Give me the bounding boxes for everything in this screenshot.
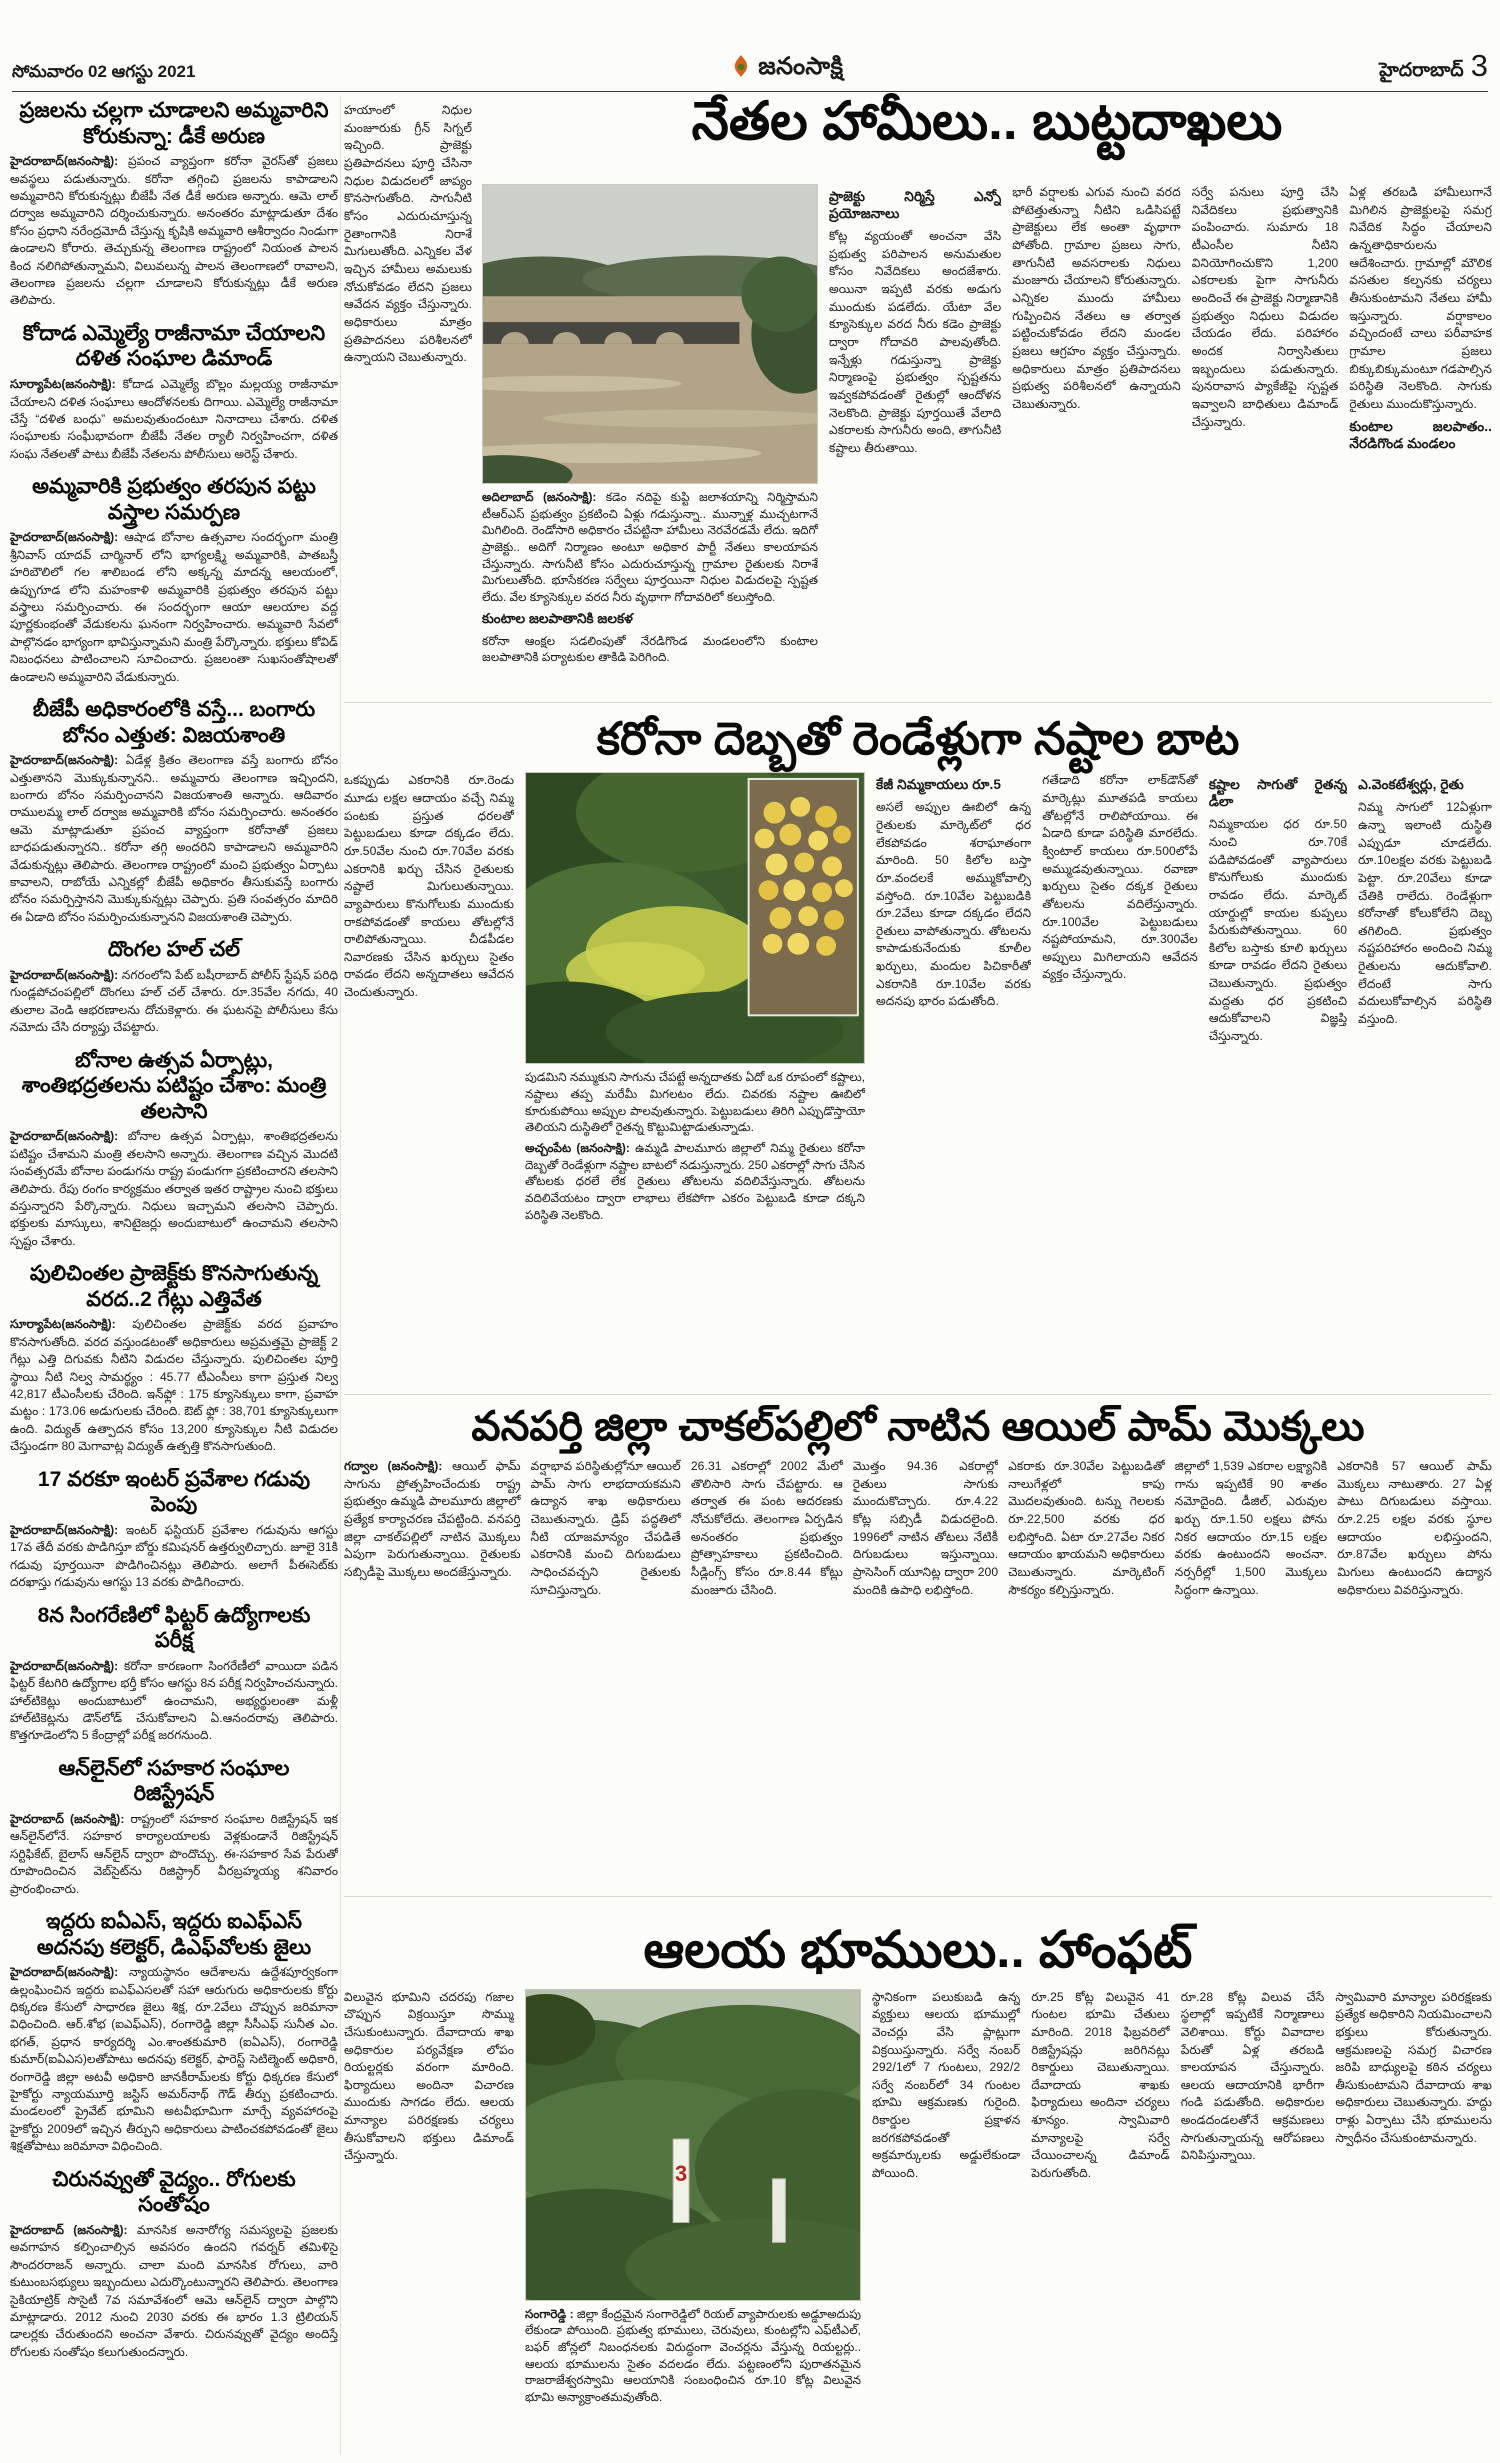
article-body — [10, 1522, 338, 1592]
column-text: నిమ్మ సాగులో 12ఏళ్లుగా ఉన్నా ఇలాంటి దుస్థితి ఎప్పుడూ చూడలేదు. రూ.10లక్షల వరకు పెట్టుబడి పెట్టా. రూ.20వేలు కూడా చేతికి రాలేదు. రెండేళ్లుగా కరోనాతో కోలుకోలేని దెబ్బ తగిలింది. ప్రభుత్వం నష్టపరిహారం అందించి నిమ్మ రైతులను ఆదుకోవాలి. లేదంటే సాగు వదులుకోవాల్సిన పరిస్థితి వస్తుంది. — [1358, 800, 1492, 1027]
lemon-photo-caption: పుడమిని నమ్ముకుని సాగును చేపట్టే అన్నదాతకు ఏదో ఒక రూపంలో కష్టాలు, నష్టాలు తప్ప మరేమీ మిగలటం లేదు. చివరకు నష్టాల ఊబిలో కూరుకుపోయి అప్పుల పాలవుతున్నారు. పెట్టుబడులు తిరిగి ఎప్పుడొస్తాయో తెలియని దుస్థితిలో రైతన్న కొట్టుమిట్టాడుతున్నాడు. — [525, 1070, 865, 1135]
article-online-registration — [10, 1754, 338, 1898]
corona-mid-text — [525, 1140, 865, 1223]
dateline: హైదరాబాద్(జనంసాక్షి): — [10, 1965, 119, 1980]
dateline: అచ్చంపేట (జనంసాక్షి): — [525, 1140, 630, 1155]
column-text: కోట్ల వ్యయంతో అంచనా వేసి ప్రభుత్వ పరిపాలన అనుమతుల కోసం నివేదికలు అందజేశారు. అయినా ఇప్పటి వరకు అడుగు ముందుకు పడలేదు. యేటా వేల క్యూసెక్కుల వరద నీరు కడెం ప్రాజెక్టు ద్వారా గోదావరి పాలవుతోంది. ఇన్నేళ్లు గడుస్తున్నా ప్రాజెక్టు నిర్మాణంపై ప్రభుత్వం స్పష్టతను ఇవ్వకపోవడంతో రైతుల్లో ఆందోళన నెలకొంది. ప్రాజెక్టు పూర్తయితే వేలాది ఎకరాలకు సాగునీరు అంది, తాగునీటి కష్టాలు తీరుతాయి. — [829, 228, 1002, 455]
temple-column-c: రూ.28 కోట్ల విలువ చేసే స్థలాల్లో ఇప్పటికే నిర్మాణాలు వెలిశాయి. కోర్టు వివాదాల పేరుతో ఏళ్ల తరబడి కాలయాపన చేస్తున్నారు. ఆలయ ఆదాయానికి భారీగా గండి పడుతోంది. అధికారుల అండదండలతోనే ఆక్రమణలు సాగుతున్నాయన్న ఆరోపణలు వినిపిస్తున్నాయి. — [1180, 1989, 1325, 2163]
flood-bridge-photo — [482, 184, 818, 484]
main-intro-column: హయాంలో నిధుల మంజూరుకు గ్రీన్ సిగ్నల్ ఇచ్చింది. ప్రాజెక్టు ప్రతిపాదనలు పూర్తి చేసినా నిధుల విడుదలలో జాప్యం కొనసాగుతోంది. సాగునీటి కోసం ఎదురుచూస్తున్న రైతాంగానికి నిరాశే మిగులుతోంది. ఎన్నికల వేళ ఇచ్చిన హామీలు అమలుకు నోచుకోవడం లేదని ప్రజలు ఆవేదన వ్యక్తం చేస్తున్నారు. అధికారులు మాత్రం ప్రతిపాదనలు పరిశీలనలో ఉన్నాయని చెబుతున్నారు. — [344, 103, 472, 365]
temple-land-photo — [525, 1989, 861, 2301]
article-body — [10, 1658, 338, 1745]
caption-tail: కరోనా ఆంక్షల సడలింపుతో నేరడిగొండ మండలంలోని కుంటాల జలపాతానికి పర్యాటకుల తాకిడి పెరిగింది. — [482, 633, 818, 665]
corona-body-row — [344, 772, 1492, 1372]
page-header — [12, 46, 1488, 92]
body-text: బోనాల ఉత్సవ ఏర్పాట్లు, శాంతిభద్రతలను పటిష్టం చేశామని మంత్రి తలసాని అన్నారు. తెలంగాణ వచ్చిన మొదటి సంవత్సరమే బోనాల పండుగను రాష్ట్ర పండుగగా ప్రకటించారని తలసాని తెలిపారు. రేపు రంగం కార్యక్రమం తర్వాత ఇతర రాష్ట్రాల నుంచి భక్తులు వస్తున్నారని పేర్కొన్నారు. నిధులు ఇచ్చామని తలసాని చెప్పారు. భక్తులకు మాస్కులు, శానిటైజర్లు అందుబాటులో ఉంచామని తలసాని స్పష్టం చేశారు. — [10, 1129, 338, 1248]
corona-subhead-price: కేజీ నిమ్మకాయలు రూ.5 — [876, 777, 1001, 793]
masthead-title: జనంసాక్షి — [758, 53, 844, 80]
article-body — [10, 376, 338, 463]
caption-dateline: సంగారెడ్డి : — [525, 2306, 574, 2321]
svg-text:3: 3 — [674, 2160, 688, 2186]
section-main-story — [344, 92, 1492, 702]
article-headline: ఆన్‌లైన్‌లో సహకార సంఘాల రిజిస్ట్రేషన్ — [58, 1756, 290, 1806]
dateline: సూర్యాపేట(జనంసాక్షి): — [10, 377, 116, 392]
temple-column-d: స్వామివారి మాన్యాల పరిరక్షణకు ప్రత్యేక అధికారిని నియమించాలని భక్తులు కోరుతున్నారు. ఆక్రమణలపై సమగ్ర విచారణ జరిపి బాధ్యులపై కఠిన చర్యలు తీసుకుంటామని దేవాదాయ శాఖ అధికారులు చెబుతున్నారు. హద్దు రాళ్లు ఏర్పాటు చేసి భూములను స్వాధీనం చేసుకుంటామన్నారు. — [1335, 1989, 1492, 2145]
section-temple-lands — [344, 1896, 1492, 2461]
main-column-b: భారీ వర్షాలకు ఎగువ నుంచి వరద పోటెత్తుతున్నా నీటిని ఒడిసిపట్టే ప్రాజెక్టులు లేక అంతా వృథాగా పోతోంది. గ్రామాల ప్రజలు సాగు, తాగునీటి అవసరాలకు నిధులు మంజూరు చేయాలని కోరుతున్నారు. ఎన్నికల ముందు హామీలు గుప్పించిన నేతలు ఆ తర్వాత పట్టించుకోవడం లేదని మండల ప్రజలు ఆగ్రహం వ్యక్తం చేస్తున్నారు. అధికారులు మాత్రం ప్రతిపాదనలు ప్రభుత్వ పరిశీలనలో ఉన్నాయని చెబుతున్నారు. — [1012, 185, 1181, 411]
article-headline: చిరునవ్వుతో వైద్యం.. రోగులకు సంతోషం — [52, 2167, 296, 2217]
article-headline: 8న సింగరేణిలో ఫిట్టర్ ఉద్యోగాలకు పరీక్ష — [37, 1603, 311, 1653]
dateline: హైదరాబాద్(జనంసాక్షి): — [10, 1129, 119, 1144]
body-text: కరోనా కారణంగా సింగరేణీలో వాయిదా పడిన ఫిట్టర్ కేటగిరి ఉద్యోగాల భర్తీ కోసం ఆగస్టు 8న పరీక్ష నిర్వహించనున్నారు. హాల్‌టికెట్లు అందుబాటులో ఉంచామని, అభ్యర్థులంతా మళ్లీ హాల్‌టికెట్లను డౌన్‌లోడ్ చేసుకోవాలని ఏ.ఆనందరావు తెలిపారు. కొత్తగూడెంలోని 5 కేంద్రాల్లో పరీక్ష జరగనుంది. — [10, 1658, 338, 1743]
article-inter-admissions — [10, 1465, 338, 1592]
city-label: హైదరాబాద్ — [1379, 60, 1464, 81]
article-pulichintala — [10, 1259, 338, 1455]
main-column-c: సర్వే పనులు పూర్తి చేసి నివేదికలు ప్రభుత్వానికి పంపించారు. సుమారు 18 టీఎంసీల నీటిని వినియోగించుకొని 1,200 ఎకరాలకు పైగా సాగునీరు అందించే ఈ ప్రాజెక్టు నిర్మాణానికి ప్రభుత్వం నిధులు విడుదల చేయడం లేదు. పరిహారం అందక నిర్వాసితులు ఇబ్బందులు పడుతున్నారు. పునరావాస ప్యాకేజీపై స్పష్టత ఇవ్వాలని బాధితులు డిమాండ్ చేస్తున్నారు. — [1191, 185, 1339, 429]
main-subhead-benefits: ప్రాజెక్టు నిర్మిస్తే ఎన్నో ప్రయోజనాలు — [829, 189, 1002, 221]
oilpalm-column-5: ఎకరాకు రూ.30వేల పెట్టుబడితో నాలుగేళ్లలో కాపు మొదలవుతుంది. టన్ను గెలలకు రూ.22,500 వరకు ధర లభిస్తోంది. ఏటా రూ.27వేల నికర ఆదాయం ఖాయమని అధికారులు చెబుతున్నారు. మార్కెటింగ్ సౌకర్యం కల్పిస్తున్నారు. — [1008, 1459, 1165, 1597]
caption-text: జిల్లా కేంద్రమైన సంగారెడ్డిలో రియల్ వ్యాపారులకు అడ్డూఅదుపు లేకుండా పోయింది. ప్రభుత్వ భూములు, చెరువులు, కుంటల్లోని ఎఫ్‌టీఎల్, బఫర్ జోన్లలో నిబంధనలకు విరుద్ధంగా వెంచర్లను వేస్తున్న రియల్టర్లు.. ఆలయ భూములను సైతం వదలడం లేదు. పట్టణంలోని పురాతనమైన రాజరాజేశ్వరస్వామి ఆలయానికి సంబంధించిన రూ.10 కోట్ల విలువైన భూమి అన్యాక్రాంతమవుతోంది. — [525, 2306, 861, 2404]
temple-column-1: విలువైన భూమిని చదరపు గజాల చొప్పున విక్రయిస్తూ సొమ్ము చేసుకుంటున్నారు. దేవాదాయ శాఖ అధికారుల పర్యవేక్షణ లోపం రియల్టర్లకు వరంగా మారింది. ఫిర్యాదులు అందినా విచారణ ముందుకు సాగడం లేదు. ఆలయ మాన్యాల పరిరక్షణకు చర్యలు తీసుకోవాలని భక్తులు డిమాండ్ చేస్తున్నారు. — [344, 1989, 514, 2163]
main-subhead-kuntala: కుంటాల జలపాతం.. నేరడిగొండ మండలం — [1349, 418, 1492, 451]
oilpalm-column-2: వర్షాభావ పరిస్థితుల్లోనూ ఆయిల్ పామ్ సాగు లాభదాయకమని ఉద్యాన శాఖ అధికారులు చెబుతున్నారు. డ్రిప్ పద్ధతిలో నీటి యాజమాన్యం చేపడితే ఎకరానికి మంచి దిగుబడులు సాధించవచ్చని రైతులకు సూచిస్తున్నారు. — [530, 1459, 681, 1597]
body-text: నగరంలోని పేట్ బషీరాబాద్ పోలీస్ స్టేషన్ పరిధి గుండ్లపోచంపల్లిలో దొంగలు హల్ చల్ చేశారు. రూ.35వేల నగదు, 40 తులాల వెండి ఆభరణాలను దోచుకెళ్లారు. ఈ ఘటనపై పోలీసులు కేసు నమోదు చేసి దర్యాప్తు చేపట్టారు. — [10, 967, 338, 1035]
dateline: గద్వాల (జనంసాక్షి): — [344, 1459, 443, 1474]
flood-photo-stack — [482, 184, 818, 702]
article-body — [10, 1128, 338, 1250]
dateline: సూర్యాపేట(జనంసాక్షి): — [10, 1317, 116, 1332]
dateline: హైదరాబాద్(జనంసాక్షి): — [10, 530, 119, 545]
masthead — [731, 53, 843, 86]
article-headline: అమ్మవారికి ప్రభుత్వం తరపున పట్టు వస్త్రాల సమర్పణ — [32, 475, 316, 524]
article-headline: పులిచింతల ప్రాజెక్ట్‌కు కొనసాగుతున్న వరద..2 గేట్లు ఎత్తివేత — [29, 1262, 319, 1311]
oilpalm-column-4: మొత్తం 94.36 ఎకరాల్లో రైతులు సాగుకు ముందుకొచ్చారు. రూ.4.22 కోట్ల సబ్సిడీ విడుదలైంది. 1996లో నాటిన తోటలు నేటికీ దిగుబడులు ఇస్తున్నాయి. ప్రాసెసింగ్ యూనిట్ల ద్వారా 200 మందికి ఉపాధి లభిస్తోంది. — [852, 1459, 999, 1597]
corona-column-a — [876, 772, 1031, 1372]
main-column-a — [829, 184, 1001, 702]
article-headline: ప్రజలను చల్లగా చూడాలని అమ్మవారిని కోరుకున్నా: డీకే అరుణ — [19, 99, 329, 148]
oilpalm-column-7: ఎకరానికి 57 ఆయిల్ పామ్ మొక్కలు నాటుతారు. 27 ఏళ్ల పాటు దిగుబడులు వస్తాయి. రూ.2.25 లక్షల వరకు స్థూల ఆదాయం లభిస్తుందని, రూ.87వేల ఖర్చులు పోను మిగులు ఉంటుందని ఉద్యాన అధికారులు వివరిస్తున్నారు. — [1337, 1459, 1492, 1597]
article-body — [10, 153, 338, 310]
corona-column-c — [1209, 772, 1347, 1372]
main-column-d — [1349, 184, 1492, 702]
article-headline: ఇద్దరు ఐఏఎస్, ఇద్దరు ఐఎఫ్ఎస్ అదనపు కలెక్టర్, డిఎఫ్‌వోలకు జైలు — [36, 1910, 312, 1959]
body-text: రాష్ట్రంలో సహకార సంఘాల రిజిస్ట్రేషన్ ఇక ఆన్‌లైన్‌లోనే. సహకార కార్యాలయాలకు వెళ్లకుండానే రిజిస్ట్రేషన్ సర్టిఫికేట్, బైలాస్ ఆన్‌లైన్ ద్వారా పొందొచ్చు. ఈ-సహకార సేవ పేరుతో రూపొందించిన వెబ్‌సైట్‌ను రిజిస్ట్రార్ వీరబ్రహ్మయ్య శనివారం ప్రారంభించారు. — [10, 1811, 338, 1896]
article-body — [10, 1811, 338, 1898]
farmer-quote-attribution: ఎ.వెంకటేశ్వర్లు, రైతు — [1358, 777, 1464, 793]
oilpalm-body-row — [344, 1458, 1492, 1888]
article-headline: 17 వరకూ ఇంటర్ ప్రవేశాల గడువు పెంపు — [37, 1467, 311, 1517]
article-body — [10, 2222, 338, 2361]
left-column — [10, 96, 338, 2457]
body-text: ఇంటర్ ఫస్టియర్ ప్రవేశాల గడువును ఆగస్టు 17వ తేదీ వరకు పొడిగిస్తూ బోర్డు కమిషనర్ ఉత్తర్వులిచ్చారు. జూలై 31కి గడువు పూర్తయినా పొడిగించినట్లు తెలిపారు. అలాగే పీఈసెట్‌కు దరఖాస్తు గడువును ఆగస్టు 13 వరకు పొడిగించారు. — [10, 1522, 338, 1590]
oilpalm-column-6: జిల్లాలో 1,539 ఎకరాల లక్ష్యానికి గాను ఇప్పటికే 90 శాతం నమోదైంది. డీజిల్, ఎరువుల ఖర్చు రూ.1.50 లక్షలు పోను నికర ఆదాయం రూ.15 లక్షల వరకు ఉంటుందని అంచనా. నర్సరీల్లో 1,500 మొక్కలు సిద్ధంగా ఉన్నాయి. — [1174, 1459, 1328, 1597]
oilpalm-headline: వనపర్తి జిల్లా చాకల్‌పల్లిలో నాటిన ఆయిల్ పామ్ మొక్కలు — [471, 1403, 1365, 1449]
column-text: ఆయిల్ ఫామ్ సాగును ప్రోత్సహించేందుకు రాష్ట్ర ప్రభుత్వం ఉమ్మడి పాలమూరు జిల్లాలో ప్రత్యేక కార్యాచరణ చేపట్టింది. వనపర్తి జిల్లా చాకల్‌పల్లిలో నాటిన మొక్కలు ఏపుగా పెరుగుతున్నాయి. రైతులకు సబ్సిడీపై మొక్కలు అందజేస్తున్నారు. — [344, 1459, 521, 1579]
caption-dateline: అదిలాబాద్ (జనంసాక్షి): — [482, 490, 597, 504]
edition-date: సోమవారం 02 ఆగస్టు 2021 — [12, 62, 196, 81]
main-headline: నేతల హామీలు.. బుట్టదాఖలు — [691, 92, 1283, 151]
body-text: మానసిక అనారోగ్య సమస్యలపై ప్రజలకు అవగాహన కల్పించాల్సిన అవసరం ఉందని గవర్నర్ తమిళిసై సౌందరరాజన్ అన్నారు. చాలా మంది మానసిక రోగులు, వారి కుటుంబసభ్యులు ఇబ్బందులు ఎదుర్కొంటున్నారని తెలిపారు. తెలంగాణ సైకియాట్రిక్ సొసైటీ 7వ సమావేశంలో ఆమె ఆన్‌లైన్ ద్వారా పాల్గొని మాట్లాడారు. 2012 నుంచి 2030 వరకు ఈ భారం 1.3 ట్రిలియన్ డాలర్లకు చేరుతుందని అంచనా వేశారు. చిరునవ్వుతో వైద్యం అందిస్తే రోగులకు సంతోషం కలుగుతుందన్నారు. — [10, 2222, 338, 2359]
article-headline: బీజేపీ అధికారంలోకి వస్తే... బంగారు బోనం ఎత్తుత: విజయశాంతి — [32, 698, 316, 747]
temple-headline: ఆలయ భూములు.. హాంఫట్ — [643, 1921, 1193, 1978]
article-thieves — [10, 935, 338, 1036]
column-rule — [340, 96, 341, 2455]
temple-photo-caption — [525, 2306, 861, 2406]
dateline: హైదరాబాద్(జనంసాక్షి): — [10, 154, 119, 169]
article-body — [10, 752, 338, 926]
dateline: హైదరాబాద్ (జనంసాక్షి): — [10, 2222, 128, 2237]
article-kodada-mla — [10, 319, 338, 463]
article-vijayashanti — [10, 695, 338, 926]
corona-column-d — [1358, 772, 1492, 1372]
lemon-photo-stack — [525, 772, 865, 1372]
body-text: ఉమ్మడి పాలమూరు జిల్లాలో నిమ్మ రైతులు కరోనా దెబ్బతో రెండేళ్లుగా నష్టాల బాటలో నడుస్తున్నారు. 250 ఎకరాల్లో సాగు చేసిన తోటలకు ధరలే లేక రైతులు తోటలను వదిలివేస్తున్నారు. తోటలను వదిలివేయటం ద్వారా లాభాలు లేకపోగా ఎకరం పెట్టుబడి కూడా దక్కని పరిస్థితి నెలకొంది. — [525, 1140, 865, 1222]
corona-column-1: ఒకప్పుడు ఎకరానికి రూ.రెండు మూడు లక్షల ఆదాయం వచ్చే నిమ్మ పంటకు ప్రస్తుత ధరలతో పెట్టుబడులు కూడా దక్కడం లేదు. రూ.50వేల నుంచి రూ.70వేల వరకు ఎకరానికి ఖర్చు చేసిన రైతులకు నష్టాలే మిగులుతున్నాయి. వ్యాపారులు కొనుగోలుకు ముందుకు రాకపోవడంతో కాయలు తోటల్లోనే రాలిపోతున్నాయి. చీడపీడల నివారణకు చేసిన ఖర్చులు సైతం రావడం లేదని అన్నదాతలు ఆవేదన చెందుతున్నారు. — [344, 773, 514, 1000]
article-headline: దొంగల హల్ చల్ — [107, 938, 241, 962]
article-dk-aruna — [10, 96, 338, 310]
caption-text: కడెం నదిపై కుప్టి జలాశయాన్ని నిర్మిస్తామని టీఆర్ఎస్ ప్రభుత్వం ప్రకటించి ఏళ్లు గడుస్తున్నా.. మున్నాళ్ల ముచ్చటగానే మిగిలింది. రెండోసారి అధికారం చేపట్టినా హామీలు నెరవేరడమే లేదు. ఇదిగో ప్రాజెక్టు.. అదిగో నిర్మాణం అంటూ అధికార పార్టీ నేతలు కాలయాపన చేస్తున్నారు. సాగునీటి కోసం ఎదురుచూస్తున్న గ్రామాల రైతులకు నిరాశే మిగులుతోంది. భూసేకరణ సర్వేలు పూర్తయినా నిధుల విడుదలపై స్పష్టత లేదు. వేల క్యూసెక్కుల వరద నీరు వృథాగా గోదావరిలో కలుస్తోంది. — [482, 490, 818, 604]
section-corona-losses — [344, 702, 1492, 1394]
body-text: ప్రపంచ వ్యాప్తంగా కరోనా వైరస్‌తో ప్రజలు అవస్థలు పడుతున్నారు. కరోనా తగ్గించి ప్రజలను కాపాడాలని అమ్మవారిని కోరుకున్నట్లు బీజేపీ నేత డీకే అరుణ అన్నారు. ఆమె లాల్ దర్వాజ అమ్మవారిని దర్శించుకున్నారు. అనంతరం మాట్లాడుతూ దేశం కోసం ప్రధాని నరేంద్రమోదీ చేస్తున్న కృషికి అమ్మవారి ఆశీర్వాదం నిండుగా ఉండాలని కోరారు. తెచ్చుకున్న తెలంగాణ రాష్ట్రంలో నియంత పాలన కింద నలిగిపోతున్నామని, విలువలున్న పాలన తెలంగాణలో రావాలని, తెలంగాణ ప్రజలను చల్లగా చూడాలని కోరుకున్నట్లు డీకే అరుణ తెలిపారు. — [10, 154, 338, 308]
column-text: ఏళ్ల తరబడి హామీలుగానే మిగిలిన ప్రాజెక్టులపై సమగ్ర నివేదిక సిద్ధం చేయాలని ఉన్నతాధికారులను ఆదేశించారు. గ్రామాల్లో మౌలిక వసతుల కల్పనకు చర్యలు తీసుకుంటామని నేతలు హామీ ఇస్తున్నారు. వర్షాకాలం వచ్చిందంటే చాలు పరీవాహక గ్రామాల ప్రజలు బిక్కుబిక్కుమంటూ గడపాల్సిన పరిస్థితి నెలకొంది. సాగుకు రైతులు ముందుకొస్తున్నారు. — [1349, 185, 1492, 411]
oilpalm-column-1 — [344, 1458, 521, 1888]
article-headline: బోనాల ఉత్సవ ఏర్పాట్లు, శాంతిభద్రతలను పటిష్టం చేశాం: మంత్రి తలసాని — [21, 1048, 327, 1123]
section-oil-palm — [344, 1394, 1492, 1894]
article-body — [10, 1964, 338, 2155]
article-body — [10, 967, 338, 1037]
temple-body-row — [344, 1989, 1492, 2449]
column-text: నిమ్మకాయల ధర రూ.50 నుంచి రూ.70కే పడిపోవడంతో వ్యాపారులు కొనుగోలుకు ముందుకు రావడం లేదు. మార్కెట్ యార్డుల్లో కాయల కుప్పలు పేరుకుపోతున్నాయి. 60 కిలోల బస్తాకు కూలి ఖర్చులు కూడా రావడం లేదని రైతులు చెబుతున్నారు. ప్రభుత్వం మద్దతు ధర ప్రకటించి ఆదుకోవాలని విజ్ఞప్తి చేస్తున్నారు. — [1208, 817, 1348, 1044]
lemon-inset — [749, 779, 858, 1015]
article-headline: కోదాడ ఎమ్మెల్యే రాజీనామా చేయాలని దళిత సంఘాల డిమాండ్ — [22, 321, 326, 371]
body-text: ఆషాడ బోనాల ఉత్సవాల సందర్భంగా మంత్రి శ్రీనివాస్ యాదవ్ చార్మినార్ లోని భాగ్యలక్ష్మి అమ్మవారికి, పాతబస్తీ హరిబౌలిలో గల శాలిబండ లోని అక్కన్న మాదన్న ఆలయంలో, ఉప్పుగూడ లోని మహంకాళి అమ్మవారికి ప్రభుత్వం తరపున పట్టు వస్త్రాలు సమర్పించారు. ఈ సందర్భంగా ఆయా ఆలయాల వద్ద పూర్ణకుంభంతో వేడుకలను ఘనంగా నిర్వహించారు. అమ్మవారి సేవలో పాల్గొనడం భాగ్యంగా భావిస్తున్నామని మంత్రి పేర్కొన్నారు. భక్తులు కోవిడ్ నిబంధనలు పాటించాలని సూచించారు. ప్రజలంతా సుఖసంతోషాలతో ఉండాలని అమ్మవారిని వేడుకున్నారు. — [10, 530, 338, 684]
corona-headline: కరోనా దెబ్బతో రెండేళ్లుగా నష్టాల బాట — [596, 713, 1240, 764]
body-text: కోదాడ ఎమ్మెల్యే బొల్లం మల్లయ్య రాజీనామా చేయాలని దళిత సంఘాలు ఆందోళనలకు దిగాయి. ఎమ్మెల్యే రాజీనామా చేస్తే “దళిత బంధు” అమలవుతుందంటూ నినాదాలు చేశారు. దళిత సంఘాలకు సంఘీభావంగా బీజేపీ నేతల ర్యాలీ నిర్వహించగా, దళిత సంఘ నేతలతో పాటు బీజేపీ నేతలను పోలీసులు అరెస్ట్ చేశారు. — [10, 377, 338, 461]
article-body — [10, 1316, 338, 1455]
oilpalm-column-3: 26.31 ఎకరాల్లో 2002 మేలో తొలిసారి సాగు చేపట్టారు. ఆ తర్వాత ఈ పంట ఆదరణకు నోచుకోలేదు. తెలంగాణ ఏర్పడిన అనంతరం ప్రభుత్వం ప్రోత్సాహకాలు ప్రకటించింది. సీడ్లింగ్స్ కోసం రూ.8.44 కోట్లు మంజూరు చేసింది. — [690, 1459, 843, 1597]
temple-column-a: స్థానికంగా పలుకుబడి ఉన్న వ్యక్తులు ఆలయ భూముల్లో వెంచర్లు వేసి ప్లాట్లుగా విక్రయిస్తున్నారు. సర్వే నంబర్ 292/1లో 7 గుంటలు, 292/2 సర్వే నంబర్‌లో 34 గుంటల భూమి ఆక్రమణకు గురైంది. రికార్డుల ప్రక్షాళన జరగకపోవడంతో అక్రమార్కులకు అడ్డులేకుండా పోయింది. — [872, 1989, 1021, 2181]
article-body — [10, 529, 338, 686]
article-pattu-vastralu — [10, 472, 338, 686]
temple-photo-stack — [525, 1989, 861, 2449]
masthead-logo-icon — [731, 54, 751, 85]
column-text: అసలే అప్పుల ఊబిలో ఉన్న రైతులకు మార్కెట్‌లో ధర లేకపోవడం శరాఘాతంగా మారింది. 50 కిలోల బస్తా రూ.వందలకే అమ్ముకోవాల్సి వస్తోంది. రూ.10వేల పెట్టుబడికి రూ.2వేలు కూడా దక్కడం లేదని రైతులు వాపోతున్నారు. తోటలను కాపాడుకునేందుకు కూలీల ఖర్చులు, మందుల పిచికారీతో ఎకరానికి రూ.10వేల వరకు అదనపు భారం పడుతోంది. — [876, 800, 1032, 1009]
main-body-row — [482, 184, 1492, 702]
page-number: 3 — [1470, 48, 1488, 83]
corona-subhead-struggle: కష్టాల సాగుతో రైతన్న డీలా — [1208, 777, 1348, 810]
lemon-orchard-photo — [525, 772, 865, 1064]
dateline: హైదరాబాద్(జనంసాక్షి): — [10, 1658, 119, 1673]
article-bonala-talasani — [10, 1046, 338, 1251]
corona-column-b: గతేడాది కరోనా లాక్‌డౌన్‌తో మార్కెట్లు మూతపడి కాయలు తోటల్లోనే రాలిపోయాయి. ఈ ఏడాది కూడా పరిస్థితి మారలేదు. క్వింటాల్ కాయలు రూ.500లోపే అమ్ముడవుతున్నాయి. రవాణా ఖర్చులు సైతం దక్కక రైతులు తోటలను వదిలేస్తున్నారు. రూ.100వేల పెట్టుబడులు నష్టపోయామని, రూ.300వేల అప్పులు మిగిలాయని ఆవేదన వ్యక్తం చేస్తున్నారు. — [1042, 773, 1198, 982]
dateline: హైదరాబాద్(జనంసాక్షి): — [10, 1522, 119, 1537]
article-governor-health — [10, 2165, 338, 2361]
temple-column-b: రూ.25 కోట్ల విలువైన 41 గుంటల భూమి చేతులు మారింది. 2018 ఫిబ్రవరిలో రిజిస్ట్రేషన్లు జరిగినట్లు రికార్డులు చెబుతున్నాయి. దేవాదాయ శాఖకు ఫిర్యాదులు అందినా చర్యలు శూన్యం. స్వామివారి మాన్యాలపై సర్వే చేయించాలన్న డిమాండ్ పెరుగుతోంది. — [1031, 1989, 1170, 2181]
dateline: హైదరాబాద్(జనంసాక్షి): — [10, 967, 119, 982]
article-officers-jail — [10, 1907, 338, 2156]
flood-photo-caption — [482, 489, 818, 606]
city-page — [1379, 48, 1488, 86]
body-text: పులిచింతల ప్రాజెక్ట్‌కు వరద ప్రవాహం కొనసాగుతోంది. వరద వస్తుండటంతో అధికారులు అప్రమత్తమై ప్రాజెక్ట్ 2 గేట్లు ఎత్తి దిగువకు నీటిని విడుదల చేస్తున్నారు. పులిచింతల పూర్తి స్థాయి నీటి నిల్వ సామర్థ్యం : 45.77 టీఎంసీలు కాగా ప్రస్తుత నిల్వ 42,817 టీఎంసీలకు చేరింది. ఇన్‌ఫ్లో : 175 క్యూసెక్కులు కాగా, ప్రవాహ మట్టం : 173.06 అడుగులకు చేరింది. ఔట్ ఫ్లో : 38,701 క్యూసెక్కులుగా ఉంది. విద్యుత్ ఉత్పాదన కోసం 13,200 క్యూసెక్కుల నీటి విడుదల చేస్తుండగా 80 మెగావాట్ల విద్యుత్ ఉత్పత్తి కొనసాగుతుంది. — [10, 1317, 338, 1454]
dateline: హైదరాబాద్(జనంసాక్షి): — [10, 753, 119, 768]
body-text: న్యాయస్థానం ఆదేశాలను ఉద్దేశపూర్వకంగా ఉల్లంఘించిన ఇద్దరు ఐఎఫ్ఎసలతో సహా ఆరుగురు అధికారులకు కోర్టు ధిక్కరణ కేసులో సాధారణ జైలు శిక్ష, రూ.2వేలు చొప్పున జరిమానా విధించింది. ఆర్.శోభ (ఐఎఫ్ఎస్), రంగారెడ్డి జిల్లా సీసీఎఫ్ సునీత ఎం. భగత్, ప్రధాన కార్యదర్శి ఎం.శాంతకుమారి (ఐఏఎస్), రంగారెడ్డి కుమార్(ఐఏఎస)లతోపాటు అదనపు కలెక్టర్, ఫారెస్ట్ సెటిల్మెంట్ అధికారి, రంగారెడ్డి జిల్లా అటవీ అధికారి జానకీరామ్‌లకు కోర్టు ధిక్కరణ కేసులో హైకోర్టు న్యాయమూర్తి జస్టిస్ అమర్‌నాథ్ గౌడ్ తీర్పు ప్రకటించారు. మండలంలో ప్రైవేట్ భూమిని అటవీభూమిగా మార్చే వ్యవహారంపై హైకోర్టు 2009లో ఇచ్చిన తీర్పుని అధికారులు పాటించకపోవడంతో జైలు శిక్షతోపాటు జరిమానా విధించింది. — [10, 1965, 338, 2154]
caption-subhead: కుంటాల జలపాతానికి జలకళ — [482, 610, 633, 626]
body-text: ఏడేళ్ల క్రితం తెలంగాణ వస్తే బంగారు బోనం ఎత్తుతానని మొక్కుకున్నానని.. అమ్మవారు తెలంగాణ ఇచ్చిందని, బంగారు బోనం సమర్పించానని విజయశాంతి అన్నారు. ఆదివారం రాములమ్మ లాల్ దర్వాజ అమ్మవారికి బోనం సమర్పించారు. అనంతరం ఆమె మాట్లాడుతూ ప్రపంచ వ్యాప్తంగా కరోనాతో ప్రజలు బాధపడుతున్నారని.. కరోనా తగ్గి అందరిని కాపాడాలని అమ్మవారిని వేడుకున్నట్లు తెలిపారు. తెలంగాణ రాష్ట్రంలో మంచి ప్రభుత్వం ఏర్పాటు కావాలని, రాబోయే ఎన్నికల్లో బీజేపీ అధికారం తీసుకువస్తే బంగారు బోనం సమర్పిస్తానని మొక్కుకున్నట్లు చెప్పారు. ప్రతి సంవత్సరం మాదిరి ఈ ఏడాది బోనం సమర్పించుకున్నానని విజయశాంతి చెప్పారు. — [10, 753, 338, 924]
article-singareni-exam — [10, 1601, 338, 1745]
dateline: హైదరాబాద్ (జనంసాక్షి): — [10, 1811, 125, 1826]
